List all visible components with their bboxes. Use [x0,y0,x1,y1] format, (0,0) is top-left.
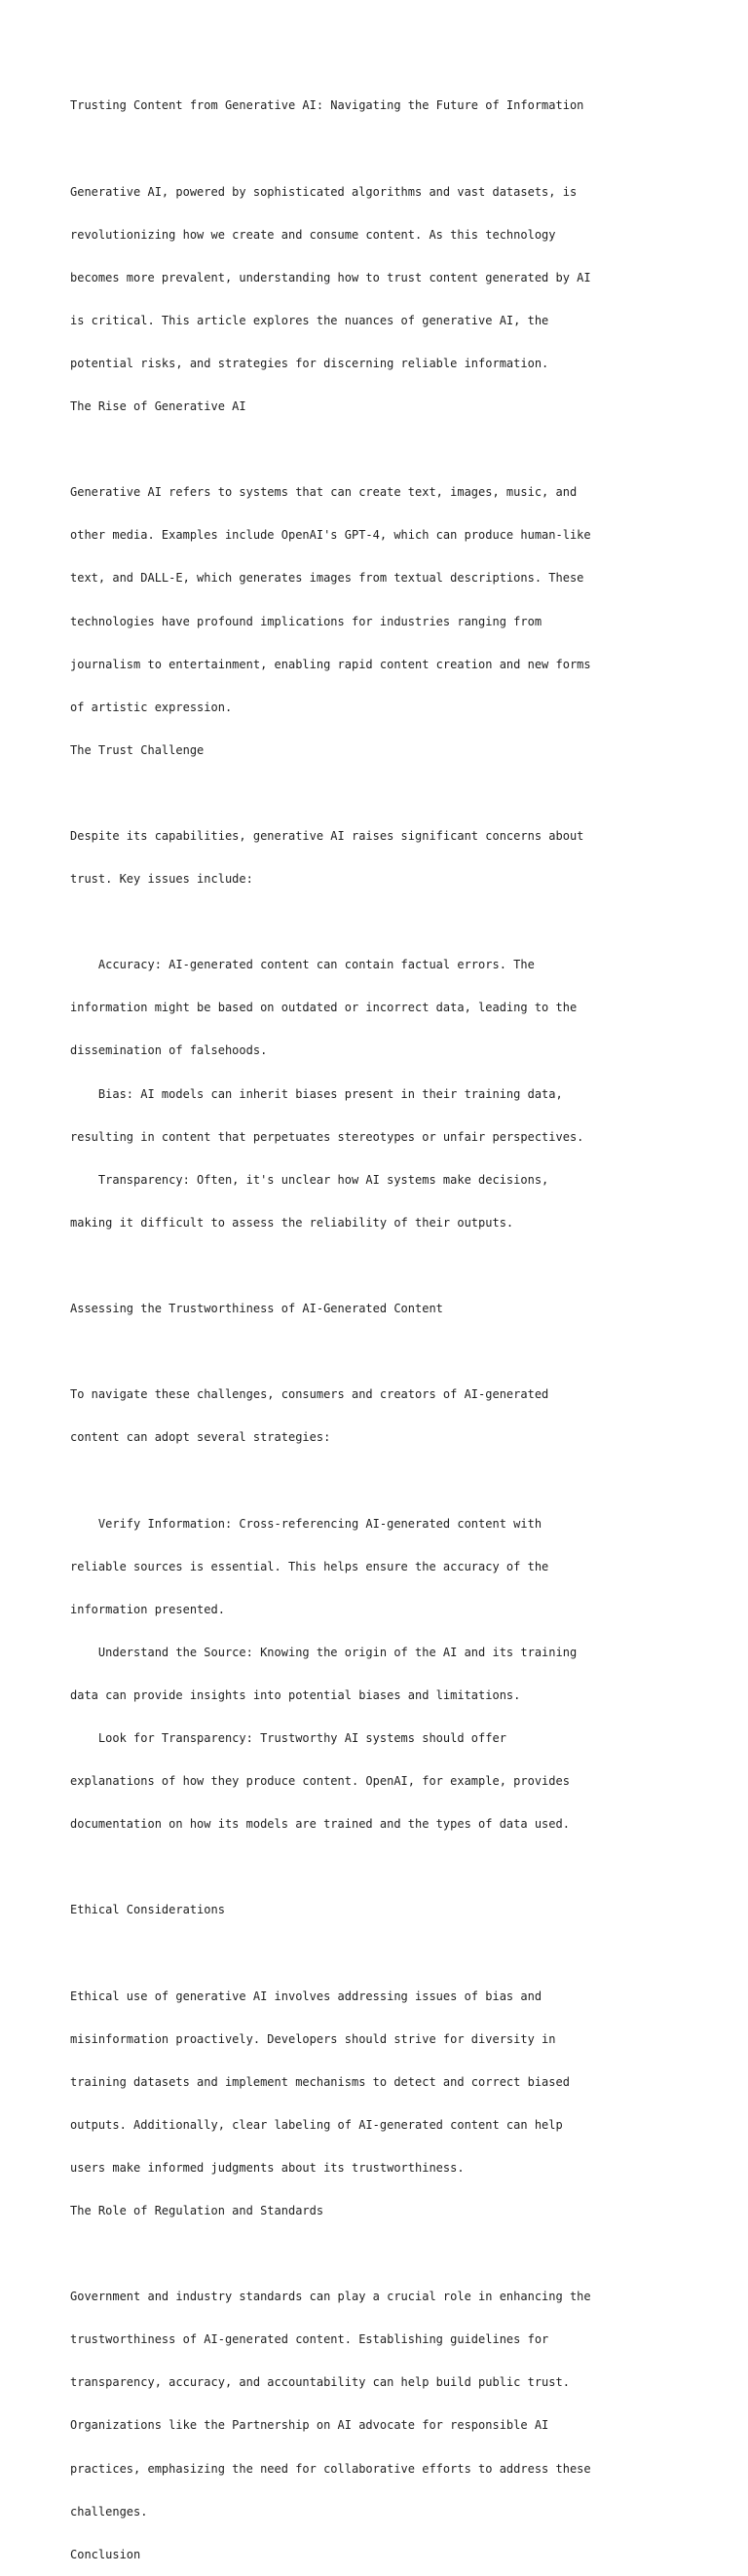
blank-line [70,786,732,801]
paragraph-line: Ethical use of generative AI involves addressing issues of bias and [70,1989,542,2003]
paragraph-line: Government and industry standards can play a crucial role in enhancing the [70,2290,591,2304]
section-heading: Conclusion [70,2547,141,2561]
paragraph-line: To navigate these challenges, consumers and creators of AI-generated [70,1387,549,1402]
document-body [70,70,732,2576]
paragraph-line: content can adopt several strategies: [70,1430,331,1445]
paragraph-line: challenges. [70,2504,148,2519]
section-heading: The Rise of Generative AI [70,399,246,414]
section-heading: Ethical Considerations [70,1903,225,1917]
intro-line: revolutionizing how we create and consume content. As this technology [70,227,556,242]
blank-line [70,1860,732,1875]
blank-line [70,1259,732,1273]
paragraph-line: users make informed judgments about its trustworthiness. [70,2160,465,2175]
list-item-line: information presented. [70,1602,225,1616]
list-item-line: Look for Transparency: Trustworthy AI systems should offer [70,1730,506,1745]
list-item-line: information might be based on outdated or incorrect data, leading to the [70,1001,578,1015]
paragraph-line: text, and DALL-E, which generates images from textual descriptions. These [70,571,584,586]
intro-line: becomes more prevalent, understanding how to trust content generated by AI [70,270,591,284]
section-heading: The Role of Regulation and Standards [70,2204,324,2217]
list-item-line: reliable sources is essential. This helps ensure the accuracy of the [70,1559,549,1573]
paragraph-line: technologies have profound implications for industries ranging from [70,614,542,628]
intro-line: Generative AI, powered by sophisticated algorithms and vast datasets, is [70,184,578,199]
list-item-line: Transparency: Often, it's unclear how AI systems make decisions, [70,1172,549,1187]
paragraph-line: training datasets and implement mechanisms to detect and correct biased [70,2074,570,2089]
list-item-line: Understand the Source: Knowing the origin of the AI and its training [70,1645,578,1659]
list-item-line: resulting in content that perpetuates stereotypes or unfair perspectives. [70,1129,584,1144]
paragraph-line: trustworthiness of AI-generated content. Establishing guidelines for [70,2332,549,2347]
paragraph-line: journalism to entertainment, enabling rapid content creation and new forms [70,657,591,671]
section-heading: The Trust Challenge [70,742,205,757]
paragraph-line: Generative AI refers to systems that can create text, images, music, and [70,485,578,500]
list-item-line: making it difficult to assess the reliability of their outputs. [70,1215,514,1230]
blank-line [70,1473,732,1488]
intro-line: potential risks, and strategies for discerning reliable information. [70,356,549,370]
blank-line [70,1946,732,1960]
document-title: Trusting Content from Generative AI: Navigating the Future of Information [70,98,584,113]
list-item-line: data can provide insights into potential biases and limitations. [70,1687,521,1702]
list-item-line: Verify Information: Cross-referencing AI-generated content with [70,1516,542,1531]
paragraph-line: outputs. Additionally, clear labeling of AI-generated content can help [70,2117,563,2132]
list-item-line: documentation on how its models are trained and the types of data used. [70,1817,570,1832]
paragraph-line: trust. Key issues include: [70,872,253,887]
blank-line [70,2247,732,2261]
section-heading: Assessing the Trustworthiness of AI-Generated Content [70,1302,443,1316]
paragraph-line: other media. Examples include OpenAI's GPT-4, which can produce human-like [70,528,591,543]
blank-line [70,915,732,929]
blank-line [70,1345,732,1359]
paragraph-line: transparency, accuracy, and accountability can help build public trust. [70,2375,570,2390]
paragraph-line: practices, emphasizing the need for collaborative efforts to address these [70,2461,591,2476]
intro-line: is critical. This article explores the nuances of generative AI, the [70,313,549,327]
list-item-line: explanations of how they produce content. OpenAI, for example, provides [70,1774,570,1789]
list-item-line: dissemination of falsehoods. [70,1043,268,1058]
paragraph-line: misinformation proactively. Developers should strive for diversity in [70,2031,556,2046]
blank-line [70,442,732,457]
blank-line [70,142,732,157]
paragraph-line: Organizations like the Partnership on AI advocate for responsible AI [70,2418,549,2433]
paragraph-line: of artistic expression. [70,700,233,714]
paragraph-line: Despite its capabilities, generative AI raises significant concerns about [70,829,584,843]
list-item-line: Bias: AI models can inherit biases present in their training data, [70,1086,563,1101]
list-item-line: Accuracy: AI-generated content can contain factual errors. The [70,958,535,972]
